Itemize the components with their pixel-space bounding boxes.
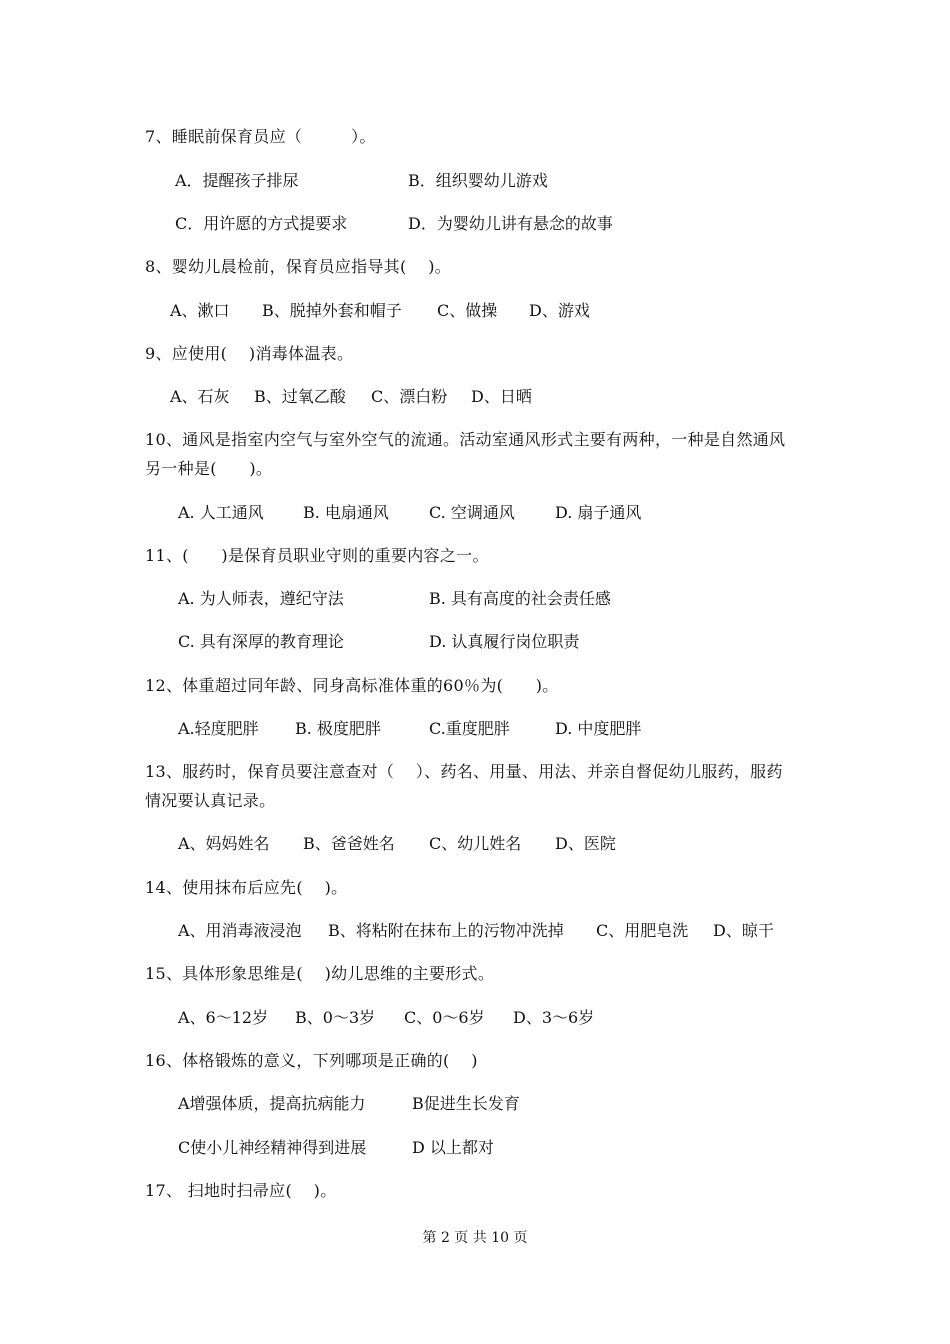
question-8-option-a: A、漱口 [170, 301, 230, 320]
question-12-stem: 12、体重超过同年龄、同身高标准体重的60％为( )。 [145, 676, 559, 695]
question-16-option-b: B促进生长发育 [412, 1094, 520, 1113]
question-8-option-b: B、脱掉外套和帽子 [262, 301, 402, 320]
question-15-option-a: A、6～12岁 [178, 1008, 269, 1027]
question-14-option-a: A、用消毒液浸泡 [178, 921, 302, 940]
question-9-option-a: A、石灰 [170, 387, 230, 406]
question-16-option-d: D 以上都对 [412, 1138, 494, 1157]
question-8-option-d: D、游戏 [529, 301, 590, 320]
question-12-option-b: B. 极度肥胖 [295, 719, 381, 738]
question-10-option-b: B. 电扇通风 [303, 503, 389, 522]
question-7-stem: 7、睡眠前保育员应（ ）。 [145, 127, 376, 146]
question-11-stem: 11、( )是保育员职业守则的重要内容之一。 [145, 546, 489, 565]
question-13-option-d: D、医院 [555, 834, 616, 853]
question-9-option-b: B、过氧乙酸 [254, 387, 346, 406]
question-11-option-b: B. 具有高度的社会责任感 [429, 589, 611, 608]
question-9-option-c: C、漂白粉 [371, 387, 448, 406]
question-15-option-c: C、0～6岁 [404, 1008, 485, 1027]
question-13-option-b: B、爸爸姓名 [303, 834, 395, 853]
question-13-stem-line-2: 情况要认真记录。 [145, 791, 276, 810]
question-13-option-c: C、幼儿姓名 [429, 834, 522, 853]
question-9-stem: 9、应使用( )消毒体温表。 [145, 344, 354, 363]
question-17-stem: 17、 扫地时扫帚应( )。 [145, 1181, 337, 1200]
question-14-option-d: D、晾干 [713, 921, 774, 940]
question-16-option-a: A增强体质，提高抗病能力 [178, 1094, 366, 1113]
question-15-option-d: D、3～6岁 [513, 1008, 595, 1027]
question-12-option-a: A.轻度肥胖 [178, 719, 259, 738]
question-10-stem-line-2: 另一种是( )。 [145, 459, 273, 478]
page-footer: 第 2 页 共 10 页 [422, 1230, 528, 1246]
question-13-option-a: A、妈妈姓名 [178, 834, 270, 853]
question-14-option-b: B、将粘附在抹布上的污物冲洗掉 [328, 921, 564, 940]
question-15-stem: 15、具体形象思维是( )幼儿思维的主要形式。 [145, 964, 495, 983]
question-11-option-a: A. 为人师表，遵纪守法 [178, 589, 344, 608]
question-16-option-c: C使小儿神经精神得到进展 [178, 1138, 367, 1157]
question-7-option-b: B．组织婴幼儿游戏 [408, 171, 548, 190]
question-12-option-c: C.重度肥胖 [429, 719, 510, 738]
question-11-option-d: D. 认真履行岗位职责 [429, 632, 580, 651]
question-10-option-a: A. 人工通风 [178, 503, 264, 522]
question-12-option-d: D. 中度肥胖 [555, 719, 642, 738]
question-8-option-c: C、做操 [437, 301, 498, 320]
question-15-option-b: B、0～3岁 [295, 1008, 376, 1027]
question-7-option-c: C．用许愿的方式提要求 [175, 214, 348, 233]
question-10-stem-line-1: 10、通风是指室内空气与室外空气的流通。活动室通风形式主要有两种，一种是自然通风 [145, 430, 786, 449]
question-7-option-a: A．提醒孩子排尿 [175, 171, 299, 190]
question-7-option-d: D．为婴幼儿讲有悬念的故事 [408, 214, 613, 233]
question-9-option-d: D、日晒 [471, 387, 532, 406]
question-14-option-c: C、用肥皂洗 [596, 921, 689, 940]
question-10-option-c: C. 空调通风 [429, 503, 515, 522]
question-11-option-c: C. 具有深厚的教育理论 [178, 632, 344, 651]
question-8-stem: 8、婴幼儿晨检前，保育员应指导其( )。 [145, 257, 452, 276]
question-13-stem-line-1: 13、服药时，保育员要注意查对（ ）、药名、用量、用法、并亲自督促幼儿服药，服药 [145, 762, 783, 781]
question-10-option-d: D. 扇子通风 [555, 503, 642, 522]
question-16-stem: 16、体格锻炼的意义，下列哪项是正确的( ) [145, 1051, 478, 1070]
question-14-stem: 14、使用抹布后应先( )。 [145, 878, 348, 897]
